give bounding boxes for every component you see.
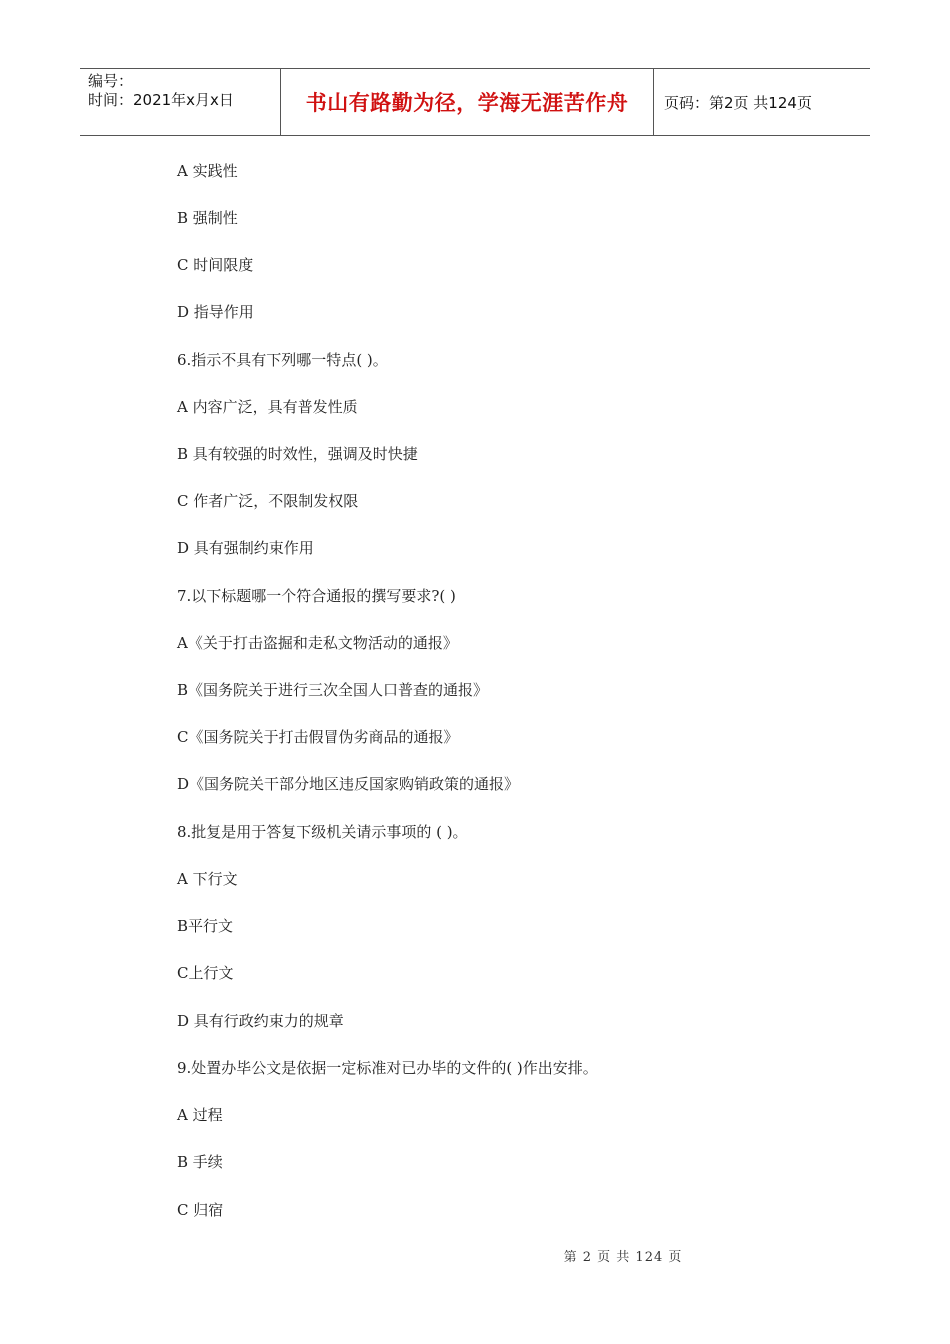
document-number-label: 编号： [88, 72, 134, 90]
question-option: A 下行文 [177, 870, 238, 888]
question-option: A 内容广泛，具有普发性质 [177, 398, 358, 416]
document-time-label: 时间：2021年x月x日 [88, 91, 234, 109]
question-stem: 9.处置办毕公文是依据一定标准对已办毕的文件的( )作出安排。 [177, 1059, 598, 1077]
question-option: B《国务院关于进行三次全国人口普查的通报》 [177, 681, 489, 699]
header-meta [80, 69, 281, 135]
header-page-info: 页码：第2页 共124页 [664, 93, 812, 112]
question-option: B 强制性 [177, 209, 238, 227]
question-option: D 具有强制约束作用 [177, 539, 314, 557]
question-stem: 7.以下标题哪一个符合通报的撰写要求?( ) [177, 587, 456, 605]
question-option: D《国务院关干部分地区违反国家购销政策的通报》 [177, 775, 520, 793]
question-option: B 手续 [177, 1153, 223, 1171]
question-option: D 指导作用 [177, 303, 254, 321]
question-option: A《关于打击盗掘和走私文物活动的通报》 [177, 634, 458, 652]
question-option: A 过程 [177, 1106, 223, 1124]
question-option: C 时间限度 [177, 256, 254, 274]
header-motto: 书山有路勤为径，学海无涯苦作舟 [281, 69, 654, 135]
question-option: B 具有较强的时效性，强调及时快捷 [177, 445, 418, 463]
question-option: D 具有行政约束力的规章 [177, 1012, 344, 1030]
question-option: A 实践性 [177, 162, 238, 180]
footer-page-number: 第 2 页 共 124 页 [563, 1250, 683, 1265]
page-footer [0, 1246, 950, 1265]
question-option: B平行文 [177, 917, 234, 935]
question-stem: 6.指示不具有下列哪一特点( )。 [177, 351, 388, 369]
page-header [80, 68, 870, 136]
question-option: C上行文 [177, 964, 234, 982]
question-option: C 归宿 [177, 1201, 224, 1219]
question-stem: 8.批复是用于答复下级机关请示事项的 ( )。 [177, 823, 468, 841]
question-option: C 作者广泛，不限制发权限 [177, 492, 359, 510]
question-option: C《国务院关于打击假冒伪劣商品的通报》 [177, 728, 459, 746]
